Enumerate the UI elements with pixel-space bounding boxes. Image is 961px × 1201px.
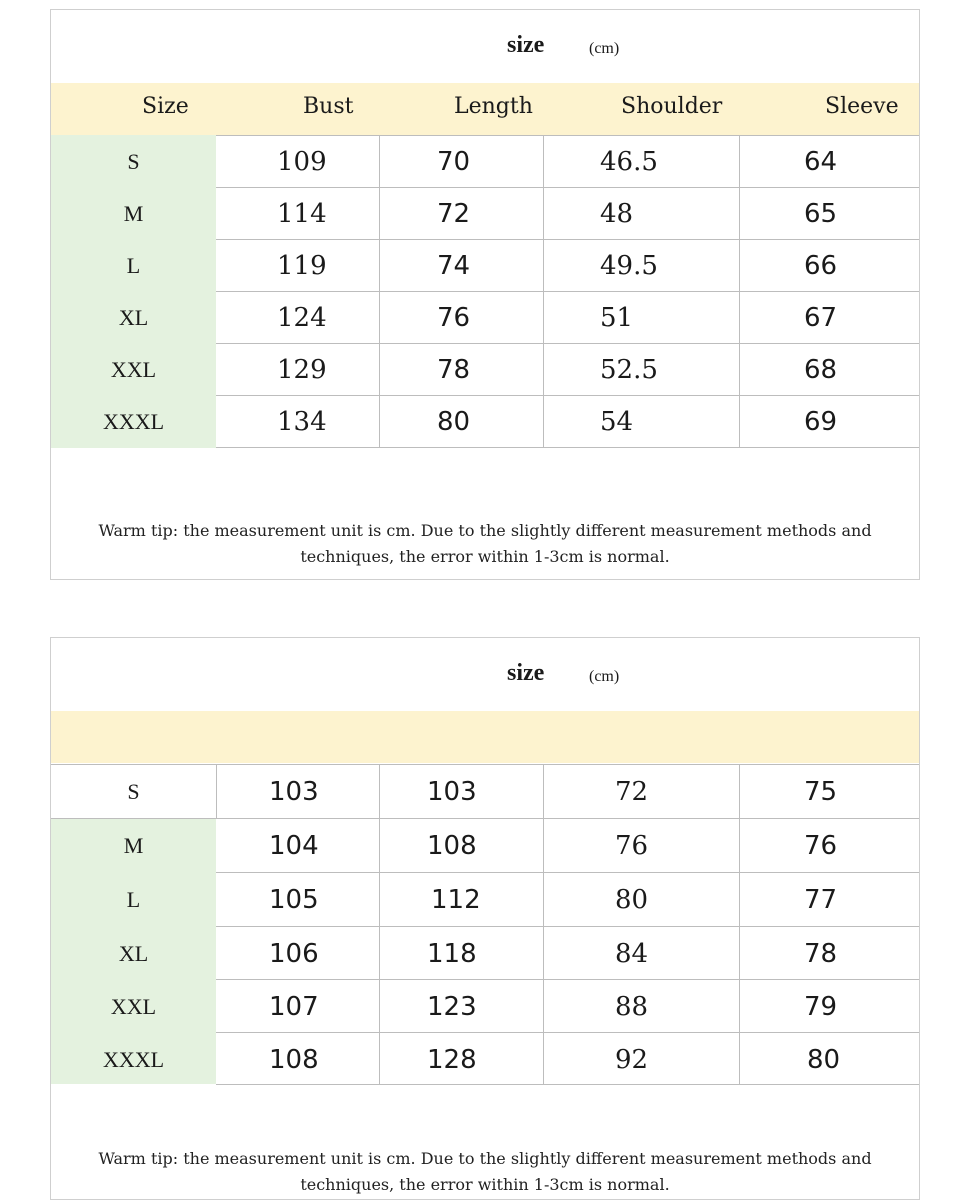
value-col-4: 77 bbox=[804, 885, 838, 915]
shoulder-value: 51 bbox=[600, 303, 634, 333]
value-col-4: 76 bbox=[804, 831, 838, 861]
value-col-3: 92 bbox=[615, 1045, 649, 1075]
shoulder-value: 52.5 bbox=[600, 355, 658, 385]
header-sleeve: Sleeve bbox=[825, 94, 899, 119]
size-label: L bbox=[126, 887, 141, 912]
value-col-1: 108 bbox=[269, 1045, 319, 1075]
sleeve-value: 67 bbox=[804, 303, 838, 333]
sleeve-value: 69 bbox=[804, 407, 838, 437]
value-col-3: 88 bbox=[615, 992, 649, 1022]
value-col-2: 118 bbox=[427, 939, 477, 969]
size-label: XXXL bbox=[102, 409, 165, 434]
header-size: Size bbox=[142, 94, 189, 119]
header-row bbox=[51, 83, 919, 135]
length-value: 72 bbox=[437, 199, 471, 229]
value-col-1: 106 bbox=[269, 939, 319, 969]
bust-value: 129 bbox=[277, 355, 327, 385]
size-label: XL bbox=[118, 305, 149, 330]
warm-tip-line-1: Warm tip: the measurement unit is cm. Due to the slightly different measurement methods and bbox=[98, 521, 872, 540]
size-label: XXXL bbox=[102, 1047, 165, 1072]
value-col-1: 103 bbox=[269, 777, 319, 807]
size-chart-1 bbox=[50, 9, 920, 580]
sleeve-value: 66 bbox=[804, 251, 838, 281]
chart-title-row bbox=[51, 10, 919, 83]
value-col-1: 104 bbox=[269, 831, 319, 861]
chart-title-row bbox=[51, 638, 919, 711]
size-label: XXL bbox=[110, 994, 157, 1019]
value-col-3: 84 bbox=[615, 939, 649, 969]
size-label: M bbox=[123, 833, 144, 858]
chart-unit: (cm) bbox=[589, 40, 620, 57]
table-row bbox=[51, 395, 919, 447]
size-label: M bbox=[123, 201, 144, 226]
bust-value: 114 bbox=[277, 199, 327, 229]
header-row bbox=[51, 711, 919, 763]
sleeve-value: 65 bbox=[804, 199, 838, 229]
grid-line bbox=[216, 447, 919, 448]
bust-value: 134 bbox=[277, 407, 327, 437]
chart-title: size bbox=[507, 660, 545, 686]
warm-tip-line-1: Warm tip: the measurement unit is cm. Due to the slightly different measurement methods and bbox=[98, 1149, 872, 1168]
length-value: 80 bbox=[437, 407, 471, 437]
bust-value: 124 bbox=[277, 303, 327, 333]
table-row bbox=[51, 1033, 919, 1085]
size-label: L bbox=[126, 253, 141, 278]
value-col-2: 128 bbox=[427, 1045, 477, 1075]
header-length: Length bbox=[454, 94, 533, 119]
shoulder-value: 49.5 bbox=[600, 251, 658, 281]
table-row bbox=[51, 343, 919, 395]
length-value: 70 bbox=[437, 147, 471, 177]
value-col-2: 103 bbox=[427, 777, 477, 807]
table-row bbox=[51, 239, 919, 291]
value-col-1: 107 bbox=[269, 992, 319, 1022]
value-col-2: 108 bbox=[427, 831, 477, 861]
bust-value: 109 bbox=[277, 147, 327, 177]
size-label: S bbox=[127, 779, 140, 804]
length-value: 76 bbox=[437, 303, 471, 333]
value-col-3: 72 bbox=[615, 777, 649, 807]
table-row bbox=[51, 819, 919, 871]
value-col-3: 80 bbox=[615, 885, 649, 915]
value-col-1: 105 bbox=[269, 885, 319, 915]
value-col-3: 76 bbox=[615, 831, 649, 861]
table-row bbox=[51, 927, 919, 979]
warm-tip-line-2: techniques, the error within 1-3cm is normal. bbox=[300, 547, 670, 566]
size-label: S bbox=[127, 149, 140, 174]
warm-tip-line-2: techniques, the error within 1-3cm is normal. bbox=[300, 1175, 670, 1194]
shoulder-value: 46.5 bbox=[600, 147, 658, 177]
sleeve-value: 68 bbox=[804, 355, 838, 385]
header-bust: Bust bbox=[303, 94, 354, 119]
shoulder-value: 54 bbox=[600, 407, 634, 437]
value-col-4: 78 bbox=[804, 939, 838, 969]
table-row bbox=[51, 291, 919, 343]
table-row bbox=[51, 873, 919, 925]
value-col-4: 79 bbox=[804, 992, 838, 1022]
shoulder-value: 48 bbox=[600, 199, 634, 229]
length-value: 78 bbox=[437, 355, 471, 385]
value-col-2: 112 bbox=[431, 885, 481, 915]
length-value: 74 bbox=[437, 251, 471, 281]
table-row bbox=[51, 765, 919, 817]
bust-value: 119 bbox=[277, 251, 327, 281]
chart-unit: (cm) bbox=[589, 668, 620, 685]
header-shoulder: Shoulder bbox=[621, 94, 723, 119]
sleeve-value: 64 bbox=[804, 147, 838, 177]
table-row bbox=[51, 980, 919, 1032]
value-col-2: 123 bbox=[427, 992, 477, 1022]
size-label: XL bbox=[118, 941, 149, 966]
size-label: XXL bbox=[110, 357, 157, 382]
table-row bbox=[51, 187, 919, 239]
value-col-4: 75 bbox=[804, 777, 838, 807]
value-col-4: 80 bbox=[807, 1045, 841, 1075]
chart-title: size bbox=[507, 32, 545, 58]
size-chart-2 bbox=[50, 637, 920, 1200]
table-row bbox=[51, 135, 919, 187]
